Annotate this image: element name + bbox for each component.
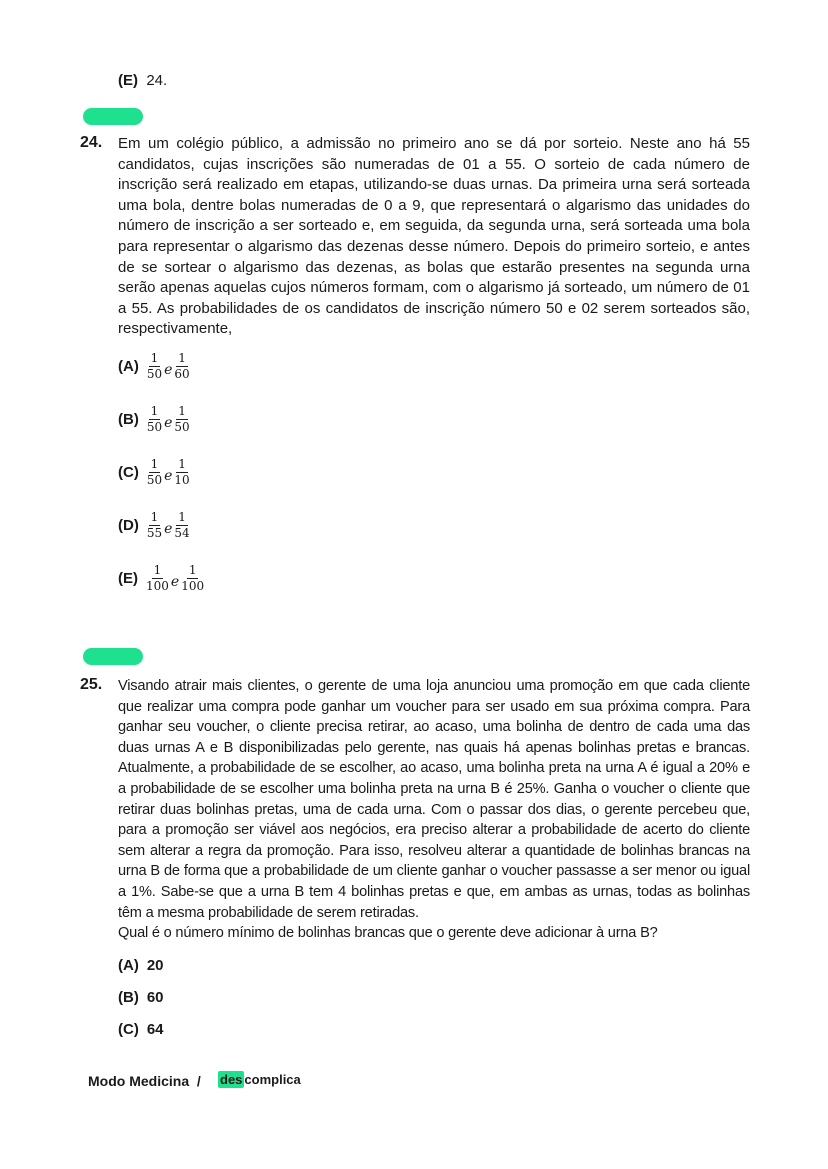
option-label: (B) [118,411,139,428]
option-a [118,352,190,381]
fraction [174,352,189,381]
numerator: 1 [153,563,162,577]
option-a [118,957,164,974]
numerator: 1 [150,457,159,471]
option-e [118,564,204,593]
option-d [118,511,190,540]
denominator: 50 [174,420,190,434]
footer [88,1073,201,1089]
fraction [147,511,162,540]
option-value: 24. [146,72,168,89]
logo-part: des [220,1072,243,1087]
denominator: 60 [174,367,190,381]
option-label: (C) [118,1021,139,1038]
conjunction: e [164,361,173,378]
question-prompt: Qual é o número mínimo de bolinhas brancas que o gerente deve adicionar à urna B? [118,925,658,942]
denominator: 50 [146,420,163,434]
denominator: 55 [146,526,163,540]
question-text: Em um colégio público, a admissão no primeiro ano se dá por sorteio. Neste ano há 55 candidatos, cujas inscrições são numeradas de 01 a 55. O sorteio de cada número de inscrição será realizado em etapas, utilizando-se duas urnas. Da primeira urna será sorteada uma bola, dentre bolas numeradas de 0 a 9, que representará o algarismo das unidades do número de inscrição a ser sorteado e, em seguida, da segunda urna, será sorteada uma bola para representar o algarismo das dezenas desse número. Depois do primeiro sorteio, e antes de se sortear o algarismo das dezenas, as bolas que estarão presentes na segunda urna serão apenas aquelas cujos números formam, com o algarismo já sorteado, um número de 01 a 55. As probabilidades de os candidatos de inscrição número 50 e 02 serem sorteados são, respectivamente, [118,135,750,338]
denominator: 50 [146,473,163,487]
denominator: 100 [146,579,169,593]
option-label: (A) [118,358,139,375]
denominator: 100 [181,579,205,593]
section-marker [83,648,143,665]
fraction [147,352,162,381]
logo-part: complica [244,1072,301,1087]
footer-separator: / [196,1073,201,1089]
fraction [181,564,204,593]
option-c [118,1021,164,1038]
conjunction: e [164,467,173,484]
fraction [146,564,169,593]
option-b [118,405,190,434]
fraction [174,405,189,434]
descomplica-logo [218,1072,301,1087]
question-text [118,676,750,944]
option-c [118,458,190,487]
numerator: 1 [178,351,186,365]
option-b [118,989,164,1006]
numerator: 1 [150,510,159,524]
numerator: 1 [150,351,159,365]
option-label: (E) [118,570,138,587]
numerator: 1 [178,457,186,471]
option-value: 60 [146,989,164,1006]
numerator: 1 [178,404,186,418]
conjunction: e [164,520,173,537]
question-number: 24. [80,134,103,151]
option-label: (D) [118,517,139,534]
section-marker [83,108,143,125]
option-value: 64 [146,1021,164,1038]
denominator: 10 [174,473,190,487]
footer-brand: Modo Medicina [88,1073,190,1089]
numerator: 1 [150,404,159,418]
question-number: 25. [80,676,103,693]
conjunction: e [164,414,173,431]
option-label: (A) [118,957,139,974]
option-value: 20 [146,957,164,974]
option-label: (C) [118,464,139,481]
numerator: 1 [178,510,186,524]
fraction [147,405,162,434]
option-label: (E) [118,72,138,89]
question-body: Visando atrair mais clientes, o gerente de uma loja anunciou uma promoção em que cada cliente que realizar uma compra pode ganhar um voucher para ser usado em sua próxima compra. Para ganhar seu voucher, o cliente precisa retirar, ao acaso, uma bolinha de dentro de cada uma das duas urnas A e B disponibilizadas pelo gerente, nas quais há apenas bolinhas pretas e brancas. Atualmente, a probabilidade de se escolher, ao acaso, uma bolinha preta na urna A é igual a 20% e a probabilidade de se escolher uma bolinha preta na urna B é 25%. Ganha o voucher o cliente que retirar duas bolinhas pretas, uma de cada urna. Com o passar dos dias, o gerente percebeu que, para a promoção ser viável aos negócios, era preciso alterar a probabilidade de acerto do cliente sem alterar a regra da promoção. Para isso, resolveu alterar a quantidade de bolinhas brancas na urna B de forma que a probabilidade de um cliente ganhar o voucher passasse a ser menor ou igual a 1%. Sabe-se que a urna B tem 4 bolinhas pretas e que, em ambas as urnas, todas as bolinhas têm a mesma probabilidade de serem retiradas. [118,678,750,921]
numerator: 1 [188,563,197,577]
option-label: (B) [118,989,139,1006]
fraction [174,511,189,540]
fraction [147,458,162,487]
fraction [174,458,189,487]
conjunction: e [170,573,180,590]
denominator: 50 [146,367,163,381]
denominator: 54 [174,526,190,540]
previous-option-e [118,72,167,89]
